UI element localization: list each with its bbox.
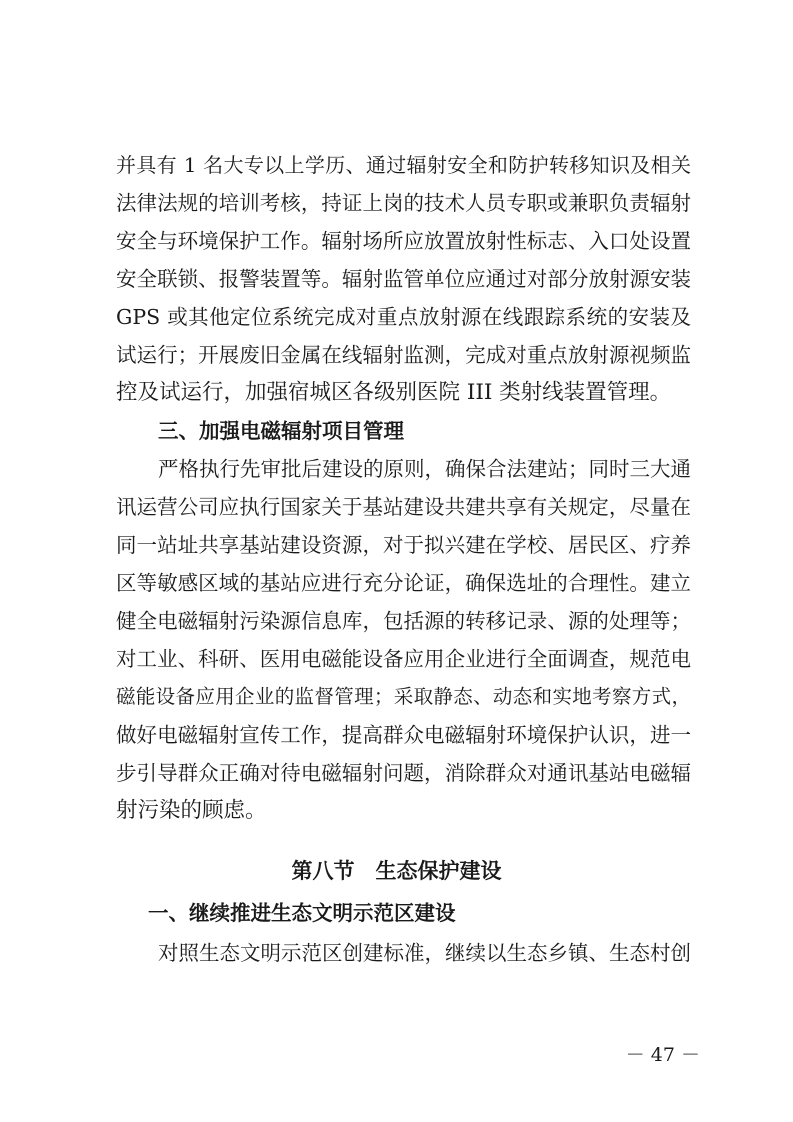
text-line: GPS 或其他定位系统完成对重点放射源在线跟踪系统的安装及 [116,305,691,329]
text-line: 区等敏感区域的基站应进行充分论证，确保选址的合理性。建立 [116,571,691,595]
text-line: 试运行；开展废旧金属在线辐射监测，完成对重点放射源视频监 [116,343,691,367]
text-line: 安全与环境保护工作。辐射场所应放置放射性标志、入口处设置 [116,229,691,253]
subheading-electromagnetic-management: 三、加强电磁辐射项目管理 [158,419,404,443]
text-line: 射污染的顾虑。 [116,798,267,823]
text-line: 对工业、科研、医用电磁能设备应用企业进行全面调查，规范电 [116,647,691,671]
text-line: 并具有 1 名大专以上学历、通过辐射安全和防护转移知识及相关 [116,153,691,177]
text-line: 磁能设备应用企业的监督管理；采取静态、动态和实地考察方式， [116,685,691,708]
text-line: 讯运营公司应执行国家关于基站建设共建共享有关规定，尽量在 [116,495,691,519]
text-line: 安全联锁、报警装置等。辐射监管单位应通过对部分放射源安装 [116,267,691,291]
text-line: 步引导群众正确对待电磁辐射问题，消除群众对通讯基站电磁辐 [116,761,691,785]
text-line: 严格执行先审批后建设的原则，确保合法建站；同时三大通 [158,457,691,481]
section-title: 第八节 生态保护建设 [291,859,502,883]
text-line: 健全电磁辐射污染源信息库，包括源的转移记录、源的处理等； [116,609,691,633]
text-line: 对照生态文明示范区创建标准，继续以生态乡镇、生态村创 [158,941,691,965]
text-line: 法律法规的培训考核，持证上岗的技术人员专职或兼职负责辐射 [116,191,691,215]
text-line: 控及试运行，加强宿城区各级别医院 III 类射线装置管理。 [116,380,672,405]
subheading-eco-civilization: 一、继续推进生态文明示范区建设 [148,901,456,925]
text-line: 做好电磁辐射宣传工作，提高群众电磁辐射环境保护认识，进一 [116,723,691,747]
text-line: 同一站址共享基站建设资源，对于拟兴建在学校、居民区、疗养 [116,533,691,557]
page-number: － 47 － [625,1044,700,1066]
